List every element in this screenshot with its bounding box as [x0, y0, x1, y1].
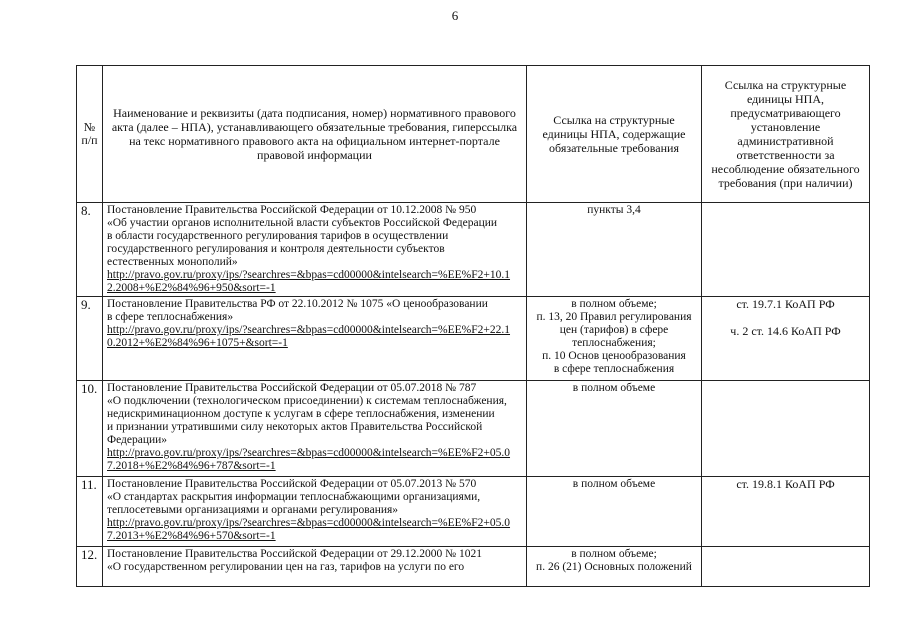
- npa-name-line: Постановление Правительства РФ от 22.10.2012 № 1075 «О ценообразовании: [107, 298, 488, 310]
- npa-name-line: недискриминационном доступе к услугам в сфере теплоснабжения, изменении: [107, 408, 495, 420]
- row-number: 10.: [77, 381, 103, 477]
- row-number: 8.: [77, 203, 103, 297]
- npa-name-cell: [103, 203, 527, 297]
- header-struct: Ссылка на структурные единицы НПА, содержащие обязательные требования: [527, 66, 702, 203]
- struct-units-cell: [527, 203, 702, 297]
- admin-liability-line: ч. 2 ст. 14.6 КоАП РФ: [730, 324, 841, 338]
- npa-name-line: «О государственном регулировании цен на газ, тарифов на услуги по его: [107, 561, 465, 573]
- table-row: [77, 203, 870, 297]
- struct-units-line: теплоснабжения;: [572, 337, 656, 349]
- npa-hyperlink[interactable]: 0.2012+%E2%84%96+1075+&sort=-1: [107, 337, 288, 349]
- admin-liability-cell: [702, 297, 870, 381]
- admin-liability-line: ст. 19.8.1 КоАП РФ: [736, 477, 835, 491]
- row-number: 9.: [77, 297, 103, 381]
- struct-units-cell: [527, 381, 702, 477]
- npa-name-line: теплосетевыми организациями и органами регулирования»: [107, 504, 399, 516]
- struct-units-line: п. 26 (21) Основных положений: [536, 561, 692, 573]
- admin-liability-cell: [702, 381, 870, 477]
- npa-hyperlink[interactable]: 7.2018+%E2%84%96+787&sort=-1: [107, 460, 276, 472]
- npa-name-cell: [103, 297, 527, 381]
- npa-name-line: «Об участии органов исполнительной власти субъектов Российской Федерации: [107, 217, 498, 229]
- npa-name-line: «О стандартах раскрытия информации теплоснабжающими организациями,: [107, 491, 481, 503]
- table-row: [77, 297, 870, 381]
- header-num: № п/п: [77, 66, 103, 203]
- admin-liability-cell: [702, 547, 870, 587]
- npa-name-line: Постановление Правительства Российской Федерации от 29.12.2000 № 1021: [107, 548, 482, 560]
- admin-liability-cell: [702, 203, 870, 297]
- struct-units-line: п. 13, 20 Правил регулирования: [536, 311, 692, 323]
- npa-name-line: естественных монополий»: [107, 256, 238, 268]
- npa-table: [76, 65, 870, 587]
- npa-name-cell: [103, 547, 527, 587]
- npa-hyperlink[interactable]: http://pravo.gov.ru/proxy/ips/?searchres=&bpas=cd00000&intelsearch=%EE%F2+22.1: [107, 324, 511, 336]
- struct-units-cell: [527, 547, 702, 587]
- npa-name-line: Федерации»: [107, 434, 168, 446]
- struct-units-cell: [527, 477, 702, 547]
- table-row: [77, 477, 870, 547]
- row-number: 12.: [77, 547, 103, 587]
- table-header-row: [77, 66, 870, 203]
- struct-units-line: в полном объеме: [572, 382, 656, 394]
- admin-liability-cell: [702, 477, 870, 547]
- struct-units-line: в полном объеме;: [571, 548, 657, 560]
- struct-units-line: в полном объеме;: [571, 298, 657, 310]
- npa-hyperlink[interactable]: 7.2013+%E2%84%96+570&sort=-1: [107, 530, 276, 542]
- npa-name-line: «О подключении (технологическом присоединении) к системам теплоснабжения,: [107, 395, 507, 407]
- struct-units-line: п. 10 Основ ценообразования: [542, 350, 686, 362]
- npa-name-line: в области государственного регулирования тарифов в осуществлении: [107, 230, 449, 242]
- npa-name-line: Постановление Правительства Российской Федерации от 05.07.2013 № 570: [107, 478, 477, 490]
- spacer: [706, 311, 865, 325]
- npa-name-cell: [103, 381, 527, 477]
- npa-name-cell: [103, 477, 527, 547]
- struct-units-cell: [527, 297, 702, 381]
- struct-units-line: пункты 3,4: [587, 204, 641, 216]
- npa-hyperlink[interactable]: http://pravo.gov.ru/proxy/ips/?searchres=&bpas=cd00000&intelsearch=%EE%F2+05.0: [107, 517, 511, 529]
- struct-units-line: цен (тарифов) в сфере: [559, 324, 669, 336]
- npa-name-line: Постановление Правительства Российской Федерации от 10.12.2008 № 950: [107, 204, 477, 216]
- npa-name-line: и признании утратившими силу некоторых актов Правительства Российской: [107, 421, 483, 433]
- header-admin: Ссылка на структурные единицы НПА, предусматривающего установление административной ответственности за несоблюдение обязательного требования (при наличии): [702, 66, 870, 203]
- page-number: 6: [451, 8, 459, 23]
- header-name: Наименование и реквизиты (дата подписания, номер) нормативного правового акта (далее – НПА), устанавливающего обязательные требования, гиперссылка на текс нормативного правового акта на официальном интернет-портале правовой информации: [103, 66, 527, 203]
- npa-name-line: Постановление Правительства Российской Федерации от 05.07.2018 № 787: [107, 382, 477, 394]
- npa-hyperlink[interactable]: http://pravo.gov.ru/proxy/ips/?searchres=&bpas=cd00000&intelsearch=%EE%F2+05.0: [107, 447, 511, 459]
- table-row: [77, 547, 870, 587]
- row-number: 11.: [77, 477, 103, 547]
- npa-name-line: государственного регулирования и контроля деятельности субъектов: [107, 243, 445, 255]
- npa-name-line: в сфере теплоснабжения»: [107, 311, 234, 323]
- struct-units-line: в сфере теплоснабжения: [553, 363, 675, 375]
- table-row: [77, 381, 870, 477]
- npa-hyperlink[interactable]: 2.2008+%E2%84%96+950&sort=-1: [107, 282, 276, 294]
- struct-units-line: в полном объеме: [572, 478, 656, 490]
- admin-liability-line: ст. 19.7.1 КоАП РФ: [736, 297, 835, 311]
- npa-hyperlink[interactable]: http://pravo.gov.ru/proxy/ips/?searchres=&bpas=cd00000&intelsearch=%EE%F2+10.1: [107, 269, 511, 281]
